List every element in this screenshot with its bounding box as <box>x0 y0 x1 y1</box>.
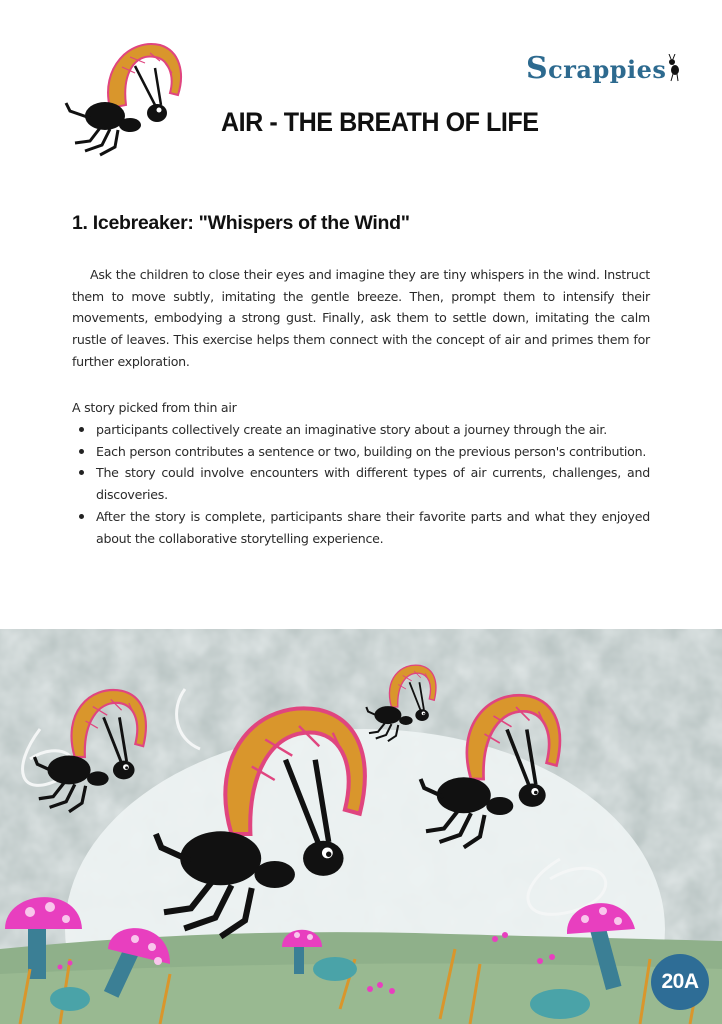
list-item: The story could involve encounters with different types of air currents, challenges, and discoveries. <box>72 462 650 505</box>
list-item: Each person contributes a sentence or two, building on the previous person's contribution. <box>72 441 650 463</box>
flying-ant-icon <box>60 33 185 158</box>
flying-ants-illustration <box>0 629 722 1024</box>
list-title: A story picked from thin air <box>72 400 237 415</box>
list-item: After the story is complete, participants share their favorite parts and what they enjoyed about the collaborative storytelling experience. <box>72 506 650 549</box>
list-item: participants collectively create an imaginative story about a journey through the air. <box>72 419 650 441</box>
scrappies-logo <box>526 52 686 86</box>
bullet-icon <box>79 514 84 519</box>
bullet-icon <box>79 427 84 432</box>
page-title: AIR - THE BREATH OF LIFE <box>221 107 539 137</box>
intro-paragraph: Ask the children to close their eyes and imagine they are tiny whispers in the wind. Instruct them to move subtly, imitating the gentle breeze. Then, prompt them to intensify their movements, embodying a strong gust. Finally, ask them to settle down, imitating the calm rustle of leaves. This exercise helps them connect with the concept of air and primes them for further exploration. <box>72 267 650 369</box>
page-number-badge: 20A <box>651 954 709 1010</box>
bullet-icon <box>79 470 84 475</box>
logo-text: Scrappies <box>526 51 667 86</box>
bullet-icon <box>79 449 84 454</box>
bullet-list <box>72 419 650 549</box>
logo-ant-icon <box>664 54 682 82</box>
section-heading: 1. Icebreaker: "Whispers of the Wind" <box>72 212 410 234</box>
